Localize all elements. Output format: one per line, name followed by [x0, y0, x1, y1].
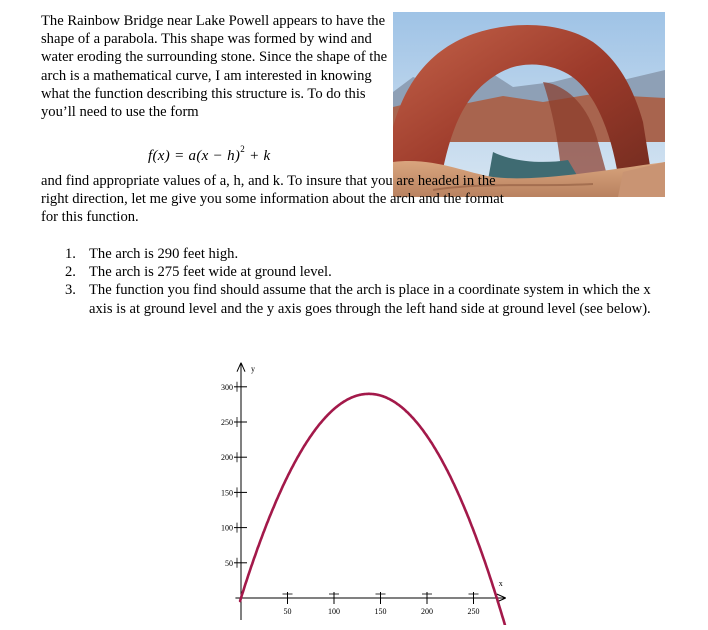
rainbow-bridge-photo: [393, 12, 665, 197]
vertex-form-formula: [148, 146, 271, 165]
formula-lhs: f(x) = a(x − h): [148, 148, 241, 164]
parabola-graph: [200, 350, 530, 630]
y-tick-label: 50: [225, 558, 233, 568]
list-item: [65, 263, 665, 281]
continuation-text: and find appropriate values of a, h, and k. To insure that you are headed in the right direction, let me give you some information about the arch and the format for this function.: [41, 173, 504, 226]
x-tick-label: 200: [421, 607, 433, 616]
list-item: [65, 281, 665, 317]
facts-list: [65, 245, 665, 318]
intro-text: The Rainbow Bridge near Lake Powell appears to have the shape of a parabola. This shape was formed by wind and water eroding the surrounding stone. Since the shape of the arch is a mathematical curve, I am interested in knowing what the function describing this structure is. To do this you’ll need to use the form: [41, 13, 388, 121]
formula-rhs: + k: [245, 148, 271, 164]
y-axis-label: y: [251, 364, 255, 374]
parabola-chart: [200, 350, 530, 625]
y-tick-label: 150: [221, 488, 233, 498]
continuation-paragraph: [41, 172, 511, 227]
parabola-curve: [240, 394, 508, 625]
list-item-text: The arch is 275 feet wide at ground level.: [89, 264, 332, 281]
y-tick-label: 300: [221, 382, 233, 392]
x-tick-label: 150: [374, 607, 387, 616]
list-item-text: The arch is 290 feet high.: [89, 246, 239, 262]
list-item-text: The function you find should assume that the arch is place in a coordinate system in which the x axis is at ground level and the y axis goes through the left hand side at ground level (see below).: [89, 282, 651, 317]
intro-paragraph: [41, 12, 401, 121]
y-tick-label: 100: [221, 523, 233, 533]
list-item-number: 1.: [65, 246, 76, 262]
x-tick-label: 100: [328, 607, 340, 616]
list-item-number: 2.: [65, 264, 76, 281]
y-tick-label: 200: [221, 453, 233, 463]
formula-exponent: 2: [240, 144, 246, 154]
list-item: [65, 245, 665, 263]
x-tick-label: 250: [467, 607, 480, 616]
y-tick-label: 250: [221, 418, 233, 427]
x-axis-label: x: [498, 579, 503, 588]
list-item-number: 3.: [65, 282, 76, 299]
x-tick-label: 50: [283, 607, 292, 616]
